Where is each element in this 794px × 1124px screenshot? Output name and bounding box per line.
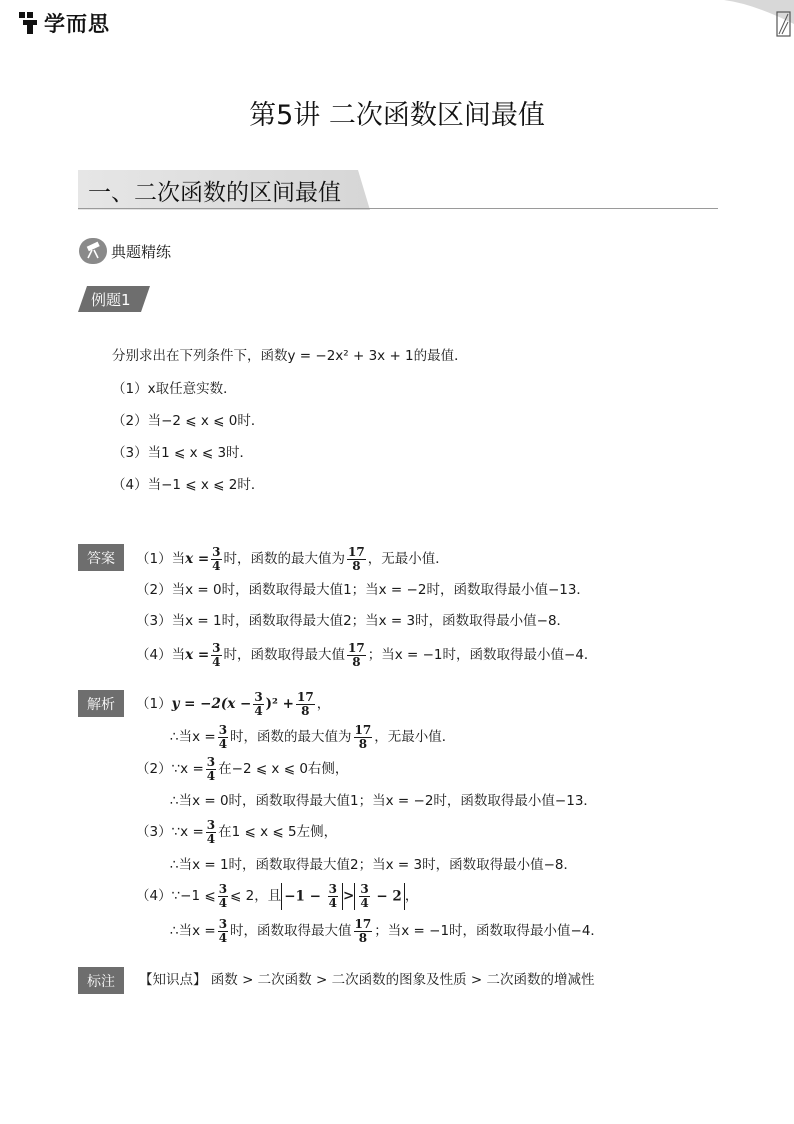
text: 在1 ⩽ x ⩽ 5左侧， [218,824,338,840]
fraction [347,546,366,573]
line-label: （3） [136,613,172,629]
text: ，无最小值． [367,551,449,567]
fraction [206,756,216,783]
math: −1 − [284,888,326,904]
text: ⩽ 2，且 [230,888,282,904]
example-item [112,443,253,463]
logo-mark-icon [18,10,40,36]
fraction [253,691,263,718]
denominator: 4 [218,895,228,910]
fraction [359,883,369,910]
denominator: 8 [301,703,310,718]
fraction [347,642,366,669]
item-label: （3） [112,445,148,461]
text: ， [316,696,331,712]
fraction [218,918,228,945]
analysis-line-7 [136,878,418,914]
denominator: 4 [212,558,221,573]
text: 时，函数的最大值为 [223,551,346,567]
section-divider [78,208,718,209]
item-label: （2） [112,413,148,429]
note-tag: 标注 [78,967,124,994]
fraction [218,724,228,751]
subsection-title: 典题精练 [111,243,172,261]
answer-line-4 [136,638,597,672]
math: − 2 [371,888,402,904]
math: )² + [265,696,294,712]
item-text: 当−1 ⩽ x ⩽ 2时． [147,477,265,493]
text: ；当x = −1时，函数取得最小值−4． [367,647,598,663]
absolute-value [354,883,404,910]
numerator: 3 [254,689,263,704]
denominator: 4 [328,895,338,910]
item-label: （1） [112,381,148,397]
logo-text: 学而思 [44,12,110,36]
line-label: （1） [136,551,172,567]
analysis-line-4: ∴当x = 0时，函数取得最大值1；当x = −2时，函数取得最小值−13． [170,793,597,809]
text: 当x = 0时，函数取得最大值1；当x = −2时，函数取得最小值−13． [171,582,590,598]
text: ∵x = [171,824,204,840]
denominator: 4 [218,930,228,945]
knowledge-point: 【知识点】 函数 > 二次函数 > 二次函数的图象及性质 > 二次函数的增减性 [139,972,595,988]
example-stem: 分别求出在下列条件下，函数y = −2x² + 3x + 1的最值． [112,348,468,364]
analysis-tag: 解析 [78,690,124,717]
fraction [354,918,373,945]
denominator: 4 [218,736,228,751]
corner-ruler-icon [724,0,794,40]
numerator: 3 [360,881,369,896]
denominator: 4 [206,768,216,783]
numerator: 3 [206,754,216,769]
text: 时，函数的最大值为 [230,729,352,745]
text: 当x = 1时，函数取得最大值2；当x = 3时，函数取得最小值−8． [171,613,571,629]
answer-tag: 答案 [78,544,124,571]
numerator: 3 [212,640,221,655]
text: ；当x = −1时，函数取得最小值−4． [374,923,604,939]
telescope-icon [79,238,107,264]
example-tag-label: 例题1 [91,291,131,309]
numerator: 3 [218,722,228,737]
line-label: （2） [136,761,172,777]
item-text: x取任意实数． [147,381,237,397]
math: y = −2(x − [171,696,252,712]
numerator: 17 [348,544,365,559]
denominator: 4 [360,895,369,910]
analysis-line-2 [170,720,455,754]
text: ∵−1 ⩽ [171,888,216,904]
page-title: 第5讲 二次函数区间最值 [249,100,545,131]
fraction [218,883,228,910]
text: 在−2 ⩽ x ⩽ 0右侧， [218,761,349,777]
denominator: 4 [206,831,216,846]
line-label: （2） [136,582,172,598]
answer-line-3 [136,611,570,631]
text: ，无最小值． [374,729,456,745]
answer-line-1 [136,542,449,576]
denominator: 8 [358,930,368,945]
section-title: 一、二次函数的区间最值 [88,180,341,206]
absolute-value [281,883,343,910]
text: 当 [171,647,186,663]
line-label: （1） [136,696,172,712]
analysis-line-1 [136,687,330,721]
fraction [354,724,373,751]
denominator: 8 [352,558,361,573]
math: > [343,888,355,904]
fraction [206,819,216,846]
line-label: （4） [136,888,172,904]
text: ∴当x = [170,923,216,939]
fraction [328,883,338,910]
math-var: x = [185,647,210,663]
text: ∵x = [171,761,204,777]
numerator: 17 [354,916,372,931]
numerator: 3 [218,916,228,931]
item-text: 当−2 ⩽ x ⩽ 0时． [147,413,265,429]
line-label: （4） [136,647,172,663]
numerator: 17 [354,722,372,737]
example-item [112,379,237,399]
math-var: x = [185,551,210,567]
text: ， [404,888,419,904]
analysis-line-3 [136,752,348,786]
text: 时，函数取得最大值 [223,647,346,663]
numerator: 17 [348,640,365,655]
fraction [211,642,221,669]
numerator: 3 [218,881,228,896]
text: ∴当x = [170,729,216,745]
analysis-line-8 [170,913,604,949]
example-item [112,411,264,431]
brand-logo [18,8,110,38]
line-label: （3） [136,824,172,840]
numerator: 3 [212,544,221,559]
fraction [211,546,221,573]
item-text: 当1 ⩽ x ⩽ 3时． [147,445,254,461]
item-label: （4） [112,477,148,493]
analysis-line-5 [136,815,337,849]
numerator: 17 [296,689,314,704]
text: 时，函数取得最大值 [230,923,352,939]
denominator: 4 [212,654,221,669]
example-item [112,475,264,495]
numerator: 3 [206,817,216,832]
numerator: 3 [328,881,338,896]
analysis-line-6: ∴当x = 1时，函数取得最大值2；当x = 3时，函数取得最小值−8． [170,857,578,873]
fraction [296,691,315,718]
denominator: 8 [352,654,361,669]
denominator: 4 [254,703,263,718]
answer-line-2 [136,580,590,600]
text: 当 [171,551,186,567]
denominator: 8 [358,736,368,751]
